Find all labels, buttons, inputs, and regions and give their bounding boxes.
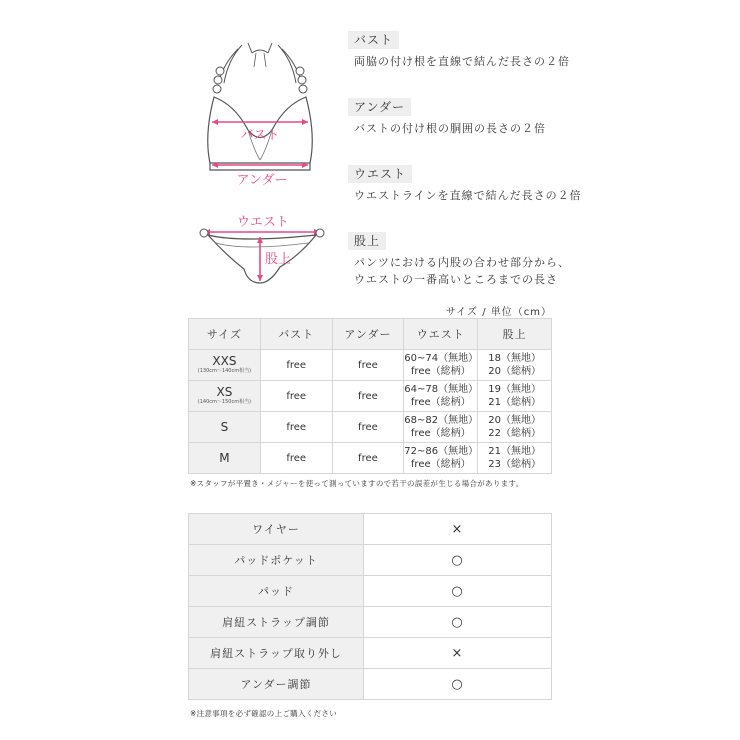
rise-value-pattern: 22（総柄） — [488, 428, 541, 439]
feature-label: 肩紐ストラップ調節 — [189, 607, 364, 638]
size-cell — [189, 350, 261, 381]
rise-value-plain: 21（無地） — [488, 446, 541, 457]
feature-label: ワイヤー — [189, 514, 364, 545]
feature-value: ○ — [364, 576, 552, 607]
table-row — [189, 443, 552, 474]
rise-value-plain: 20（無地） — [488, 415, 541, 426]
rise-diagram-label: 股上 — [264, 252, 292, 267]
waist-value-pattern: free（総柄） — [410, 459, 471, 470]
waist-value-plain: 64~78（無地） — [404, 384, 479, 395]
waist-cell — [404, 443, 478, 474]
table-row — [189, 669, 552, 700]
size-sub-label: (130cm～140cm相当) — [197, 368, 252, 374]
table-row — [189, 576, 552, 607]
waist-cell — [404, 381, 478, 412]
waist-diagram-label: ウエスト — [236, 215, 290, 230]
header-under: アンダー — [332, 319, 404, 350]
legend-desc-rise-2: ウエストの一番高いところまでの長さ — [354, 273, 558, 286]
legend-tag-waist: ウエスト — [348, 165, 412, 183]
size-label: XXS — [212, 354, 237, 368]
feature-label: パッド — [189, 576, 364, 607]
bust-cell: free — [260, 381, 332, 412]
legend-tag-under: アンダー — [348, 98, 411, 116]
under-cell: free — [332, 412, 404, 443]
waist-cell — [404, 350, 478, 381]
under-diagram-label: アンダー — [236, 173, 288, 188]
bikini-bottom-diagram — [190, 205, 330, 295]
header-size: サイズ — [189, 319, 261, 350]
size-sub-label: (140cm～150cm相当) — [197, 399, 252, 405]
header-waist: ウエスト — [404, 319, 478, 350]
rise-cell — [478, 443, 552, 474]
legend-desc-waist: ウエストラインを直線で結んだ長さの２倍 — [354, 189, 582, 202]
rise-value-pattern: 20（総柄） — [488, 366, 541, 377]
rise-cell — [478, 381, 552, 412]
feature-value: × — [364, 514, 552, 545]
waist-value-pattern: free（総柄） — [410, 397, 471, 408]
rise-value-plain: 19（無地） — [488, 384, 541, 395]
rise-cell — [478, 412, 552, 443]
legend-tag-rise: 股上 — [348, 232, 386, 250]
size-cell — [189, 443, 261, 474]
header-bust: バスト — [260, 319, 332, 350]
table-row — [189, 412, 552, 443]
feature-value: ○ — [364, 669, 552, 700]
rise-cell — [478, 350, 552, 381]
waist-value-plain: 68~82（無地） — [404, 415, 479, 426]
feature-value: ○ — [364, 545, 552, 576]
size-note: ※スタッフが平置き・メジャーを使って測っていますので若干の誤差が生じる場合があります。 — [190, 479, 524, 488]
table-row — [189, 350, 552, 381]
legend-desc-under: バストの付け根の胴囲の長さの２倍 — [354, 122, 546, 135]
rise-value-pattern: 21（総柄） — [488, 397, 541, 408]
bust-cell: free — [260, 443, 332, 474]
feature-table — [188, 513, 552, 700]
legend-desc-rise-1: パンツにおける内股の合わせ部分から、 — [354, 256, 570, 269]
unit-note: サイズ / 単位（cm） — [445, 307, 552, 318]
under-cell: free — [332, 381, 404, 412]
size-label: M — [219, 450, 230, 465]
size-cell — [189, 412, 261, 443]
feature-label: パッドポケット — [189, 545, 364, 576]
bust-diagram-label: バスト — [240, 128, 280, 143]
size-label: S — [220, 419, 229, 434]
table-row — [189, 545, 552, 576]
under-cell: free — [332, 350, 404, 381]
waist-value-plain: 72~86（無地） — [404, 446, 479, 457]
size-cell — [189, 381, 261, 412]
table-row — [189, 381, 552, 412]
feature-label: 肩紐ストラップ取り外し — [189, 638, 364, 669]
bikini-top-diagram — [190, 35, 330, 195]
bust-cell: free — [260, 350, 332, 381]
header-rise: 股上 — [478, 319, 552, 350]
legend-tag-bust: バスト — [348, 31, 399, 49]
feature-value: ○ — [364, 607, 552, 638]
waist-cell — [404, 412, 478, 443]
table-row — [189, 514, 552, 545]
table-row — [189, 638, 552, 669]
waist-value-plain: 60~74（無地） — [404, 353, 479, 364]
waist-value-pattern: free（総柄） — [410, 428, 471, 439]
legend-desc-bust: 両脇の付け根を直線で結んだ長さの２倍 — [354, 55, 570, 68]
table-row — [189, 607, 552, 638]
bust-cell: free — [260, 412, 332, 443]
feature-label: アンダー調節 — [189, 669, 364, 700]
size-table-header — [189, 319, 552, 350]
size-table — [188, 318, 552, 474]
feature-value: × — [364, 638, 552, 669]
rise-value-pattern: 23（総柄） — [488, 459, 541, 470]
waist-value-pattern: free（総柄） — [410, 366, 471, 377]
under-cell: free — [332, 443, 404, 474]
feature-note: ※注意事項を必ず確認の上ご購入ください — [190, 709, 337, 718]
rise-value-plain: 18（無地） — [488, 353, 541, 364]
size-label: XS — [216, 385, 233, 399]
